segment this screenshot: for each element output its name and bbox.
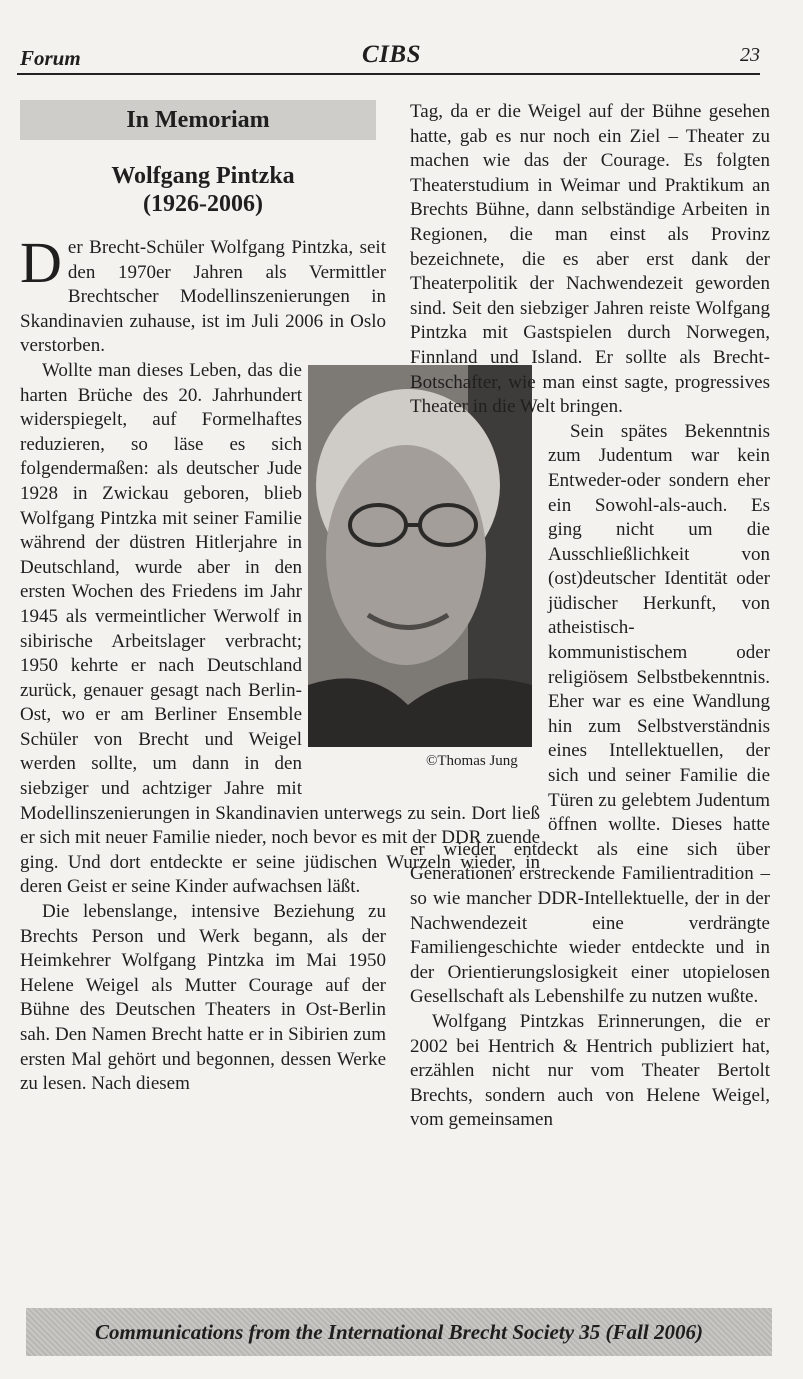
right-paragraph-1: Tag, da er die Weigel auf der Bühne gesehen hatte, gab es nur noch ein Ziel – Theater zu machen wie das der Courage. Es folgten Theaterstudium in Weimar und Praktikum an Brechts Bühne, dann selbständige Arbeiten in Regionen, die man einst als Provinz bezeichnete, die es aber erst dank der Theaterpolitik der Nachwendezeit geworden sind. Seit den siebziger Jahren reiste Wolfgang Pintzka mit Gastspielen durch Norwegen, Finnland und Island. Er sollte als Brecht-Botschafter, wie man einst sagte, progressives Theater in die Welt bringen. bbox=[410, 101, 770, 418]
footer-citation: Communications from the International Brecht Society 35 (Fall 2006) bbox=[95, 1319, 703, 1344]
left-column bbox=[20, 100, 540, 1097]
journal-title: CIBS bbox=[362, 41, 421, 68]
page-header bbox=[0, 0, 803, 80]
section-label: Forum bbox=[20, 46, 81, 70]
memoriam-heading: In Memoriam bbox=[20, 100, 376, 140]
paragraph-1 bbox=[20, 230, 386, 359]
obituary-dates: (1926-2006) bbox=[143, 191, 263, 217]
header-rule bbox=[17, 73, 760, 75]
right-column bbox=[410, 100, 770, 1133]
page-footer bbox=[26, 1308, 772, 1356]
paragraph-1-text: er Brecht-Schüler Wolfgang Pintzka, seit den 1970er Jahren als Vermittler Brechtscher Modellinszenierungen in Skandinavien zuhause, ist im Juli 2006 in Oslo verstorben. bbox=[20, 237, 386, 357]
drop-cap: D bbox=[20, 230, 62, 295]
right-paragraph-2 bbox=[410, 420, 770, 1010]
page-number: 23 bbox=[740, 44, 760, 66]
obituary-name: Wolfgang Pintzka bbox=[111, 163, 295, 189]
photo-credit: ©Thomas Jung bbox=[426, 752, 518, 769]
paragraph-2-text: Wollte man dieses Leben, das die harten Brüche des 20. Jahrhundert widerspiegelt, auf Formelhaftes reduzieren, so läse es sich folgendermaßen: als deutscher Jude 1928 in Zwickau geboren, blieb Wolfgang Pintzka mit seiner Familie während der düstren Hitlerjahre in Deutschland, wurde aber in den ersten Wochen des Friedens im Jahr 1945 als vermeintlicher Werwolf in sibirische Arbeitslager verbracht; 1950 kehrte er nach Deutschland zurück, genauer gesagt nach Berlin-Ost, wo er am Berliner Ensemble Schüler von Brecht und Weigel werden sollte, um dann in den siebziger und achtziger Jahre mit Modellinszenierungen in Skandinavien unterwegs zu sein. Dort ließ er sich mit neuer Familie nieder, noch bevor es mit der DDR zuende ging. Und dort entdeckte er seine jüdischen Wurzeln wieder, in deren Geist er seine Kinder aufwachsen läßt. bbox=[20, 359, 540, 898]
right-paragraph-3: Wolfgang Pintzkas Erinnerungen, die er 2002 bei Hentrich & Hentrich publiziert hat, erzählen nicht nur vom Theater Bertolt Brechts, sondern auch von Helene Weigel, vom gemeinsamen bbox=[410, 1010, 770, 1131]
right-paragraph-2-text: Sein spätes Bekenntnis zum Judentum war kein Entweder-oder sondern eher ein Sowohl-als-auch. Es ging nicht um die Ausschließlichkeit von (ost)deutscher Identität oder jüdischer Herkunft, von atheistisch-kommunistischem oder religiösem Selbstbekenntnis. Eher war es eine Wandlung hin zum Selbstverständnis eines Intellektuellen, der sich und seiner Familie die Türen zu gelebtem Judentum öffnen wollte. Dieses hatte er wieder entdeckt als eine sich über Generationen erstreckende Familientradition – so wie mancher DDR-Intellektuelle, der in der Nachwendezeit eine verdrängte Familiengeschichte wieder entdeckte und in der Orientierungslosigkeit einer utopielosen Gesellschaft als Lebenshilfe zu nutzen wußte. bbox=[410, 420, 770, 1008]
photo-wrap-space bbox=[410, 420, 540, 832]
paragraph-3: Die lebenslange, intensive Beziehung zu Brechts Person und Werk begann, als der Heimkehrer Wolfgang Pintzka im Mai 1950 Helene Weigel als Mutter Courage auf der Bühne des Deutschen Theaters in Ost-Berlin sah. Den Namen Brecht hatte er in Sibirien zum ersten Mal gehört und begonnen, dessen Werke zu lesen. Nach diesem bbox=[20, 901, 386, 1095]
